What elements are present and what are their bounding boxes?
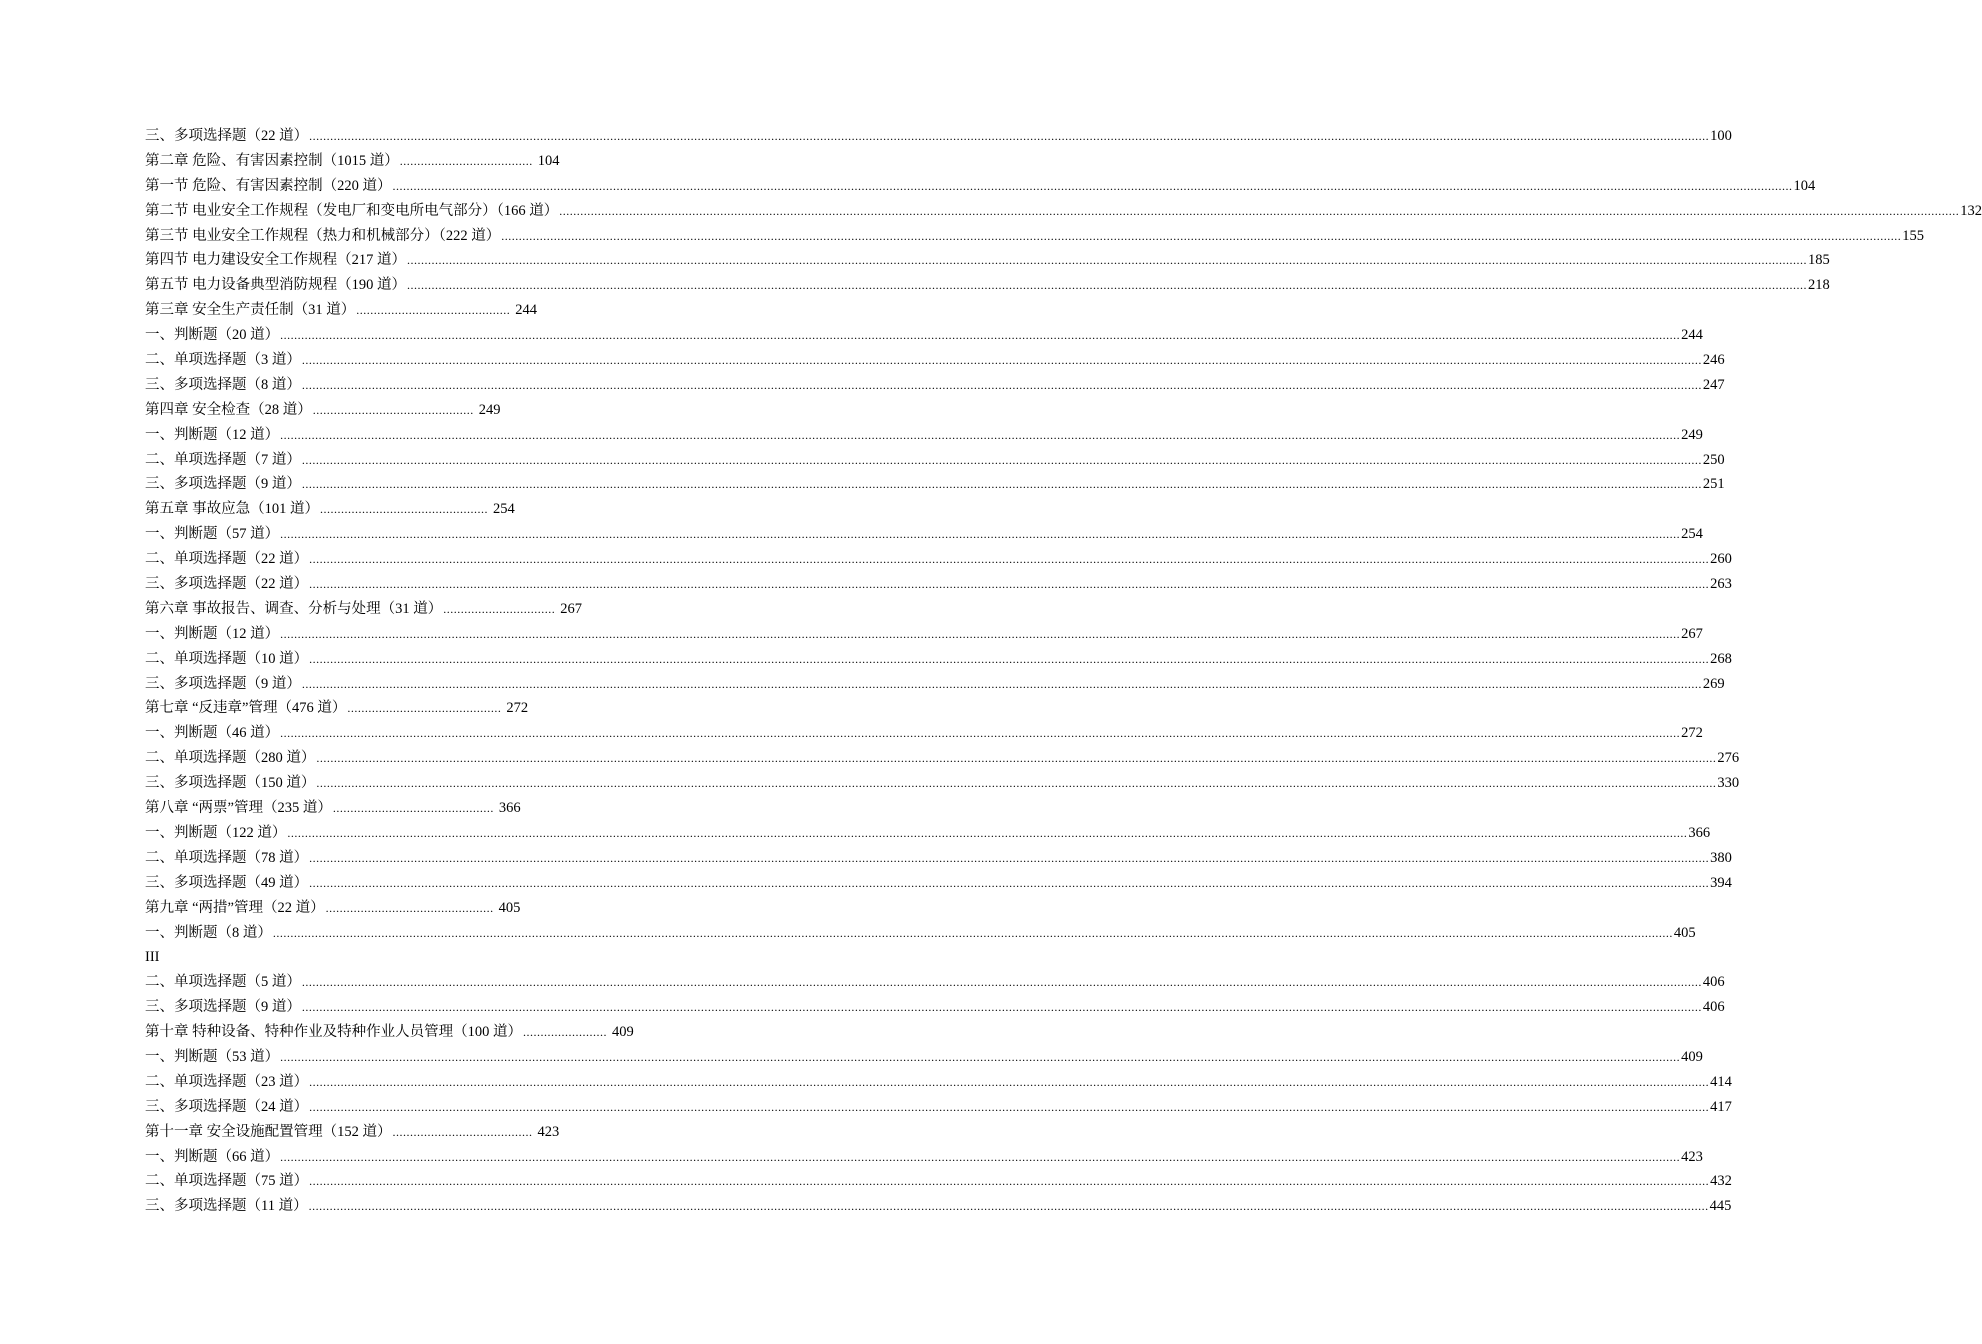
toc-entry[interactable] [145,124,1732,149]
toc-entry[interactable] [145,273,1830,298]
toc-leader-dots: ................................................................................................................................................................................................................................................................................................................................................................................................................ [407,278,1807,293]
toc-page-number: 330 [1717,775,1740,792]
toc-leader-dots: ................................................................................................................................................................................................................................................................................................................................................................................................................ [301,477,1702,492]
toc-page-number: 445 [1709,1198,1732,1215]
toc-entry-label: 第五节 电力设备典型消防规程（190 道） [145,277,406,294]
toc-leader-dots: ................................................................................................................................................................................................................................................................................................................................................................................................................ [501,228,1902,243]
toc-entry-label: 三、多项选择题（22 道） [145,576,309,593]
toc-entry[interactable] [145,348,1725,373]
toc-entry[interactable] [145,1095,1732,1120]
toc-page-number: 276 [1717,750,1740,767]
toc-entry-label: 第四节 电力建设安全工作规程（217 道） [145,252,406,269]
toc-leader-dots: ...................................... [399,153,533,168]
toc-page-number: 272 [506,700,529,717]
toc-page-number: 100 [1710,128,1732,144]
toc-page-number: 405 [498,899,521,916]
toc-entry[interactable] [145,672,1725,697]
toc-entry-label: 三、多项选择题（9 道） [145,999,301,1016]
toc-leader-dots: ................................................................................................................................................................................................................................................................................................................................................................................................................ [280,427,1681,442]
toc-chapter-entry[interactable] [145,149,790,174]
toc-page-number: 104 [537,152,560,169]
toc-page-number: 394 [1710,874,1732,891]
toc-page-number: 249 [1681,426,1703,443]
toc-entry-label: 第十章 特种设备、特种作业及特种作业人员管理（100 道） [145,1024,522,1041]
toc-leader-dots: ................................................................................................................................................................................................................................................................................................................................................................................................................ [301,377,1702,392]
toc-leader-dots: ................................................................................................................................................................................................................................................................................................................................................................................................................ [309,875,1710,890]
toc-entry-label: 二、单项选择题（10 道） [145,650,309,667]
toc-entry-label: 三、多项选择题（22 道） [145,128,309,144]
toc-entry-label: 第八章 “两票”管理（235 道） [145,800,332,817]
toc-entry-label: 第二节 电业安全工作规程（发电厂和变电所电气部分）（166 道） [145,202,559,219]
toc-entry-label: 一、判断题（53 道） [145,1048,280,1065]
table-of-contents [145,124,1982,1219]
toc-page-number: 251 [1702,476,1725,493]
toc-entry-label: 三、多项选择题（9 道） [145,675,301,692]
toc-leader-dots: ................................................................................................................................................................................................................................................................................................................................................................................................................ [309,577,1710,592]
toc-entry-label: 第三章 安全生产责任制（31 道） [145,302,356,319]
toc-entry-label: 三、多项选择题（49 道） [145,874,309,891]
toc-entry-label: 二、单项选择题（23 道） [145,1073,309,1090]
toc-entry[interactable] [145,1045,1703,1070]
toc-entry-label: 三、多项选择题（24 道） [145,1098,309,1115]
toc-entry[interactable] [145,622,1703,647]
toc-entry-label: 一、判断题（8 道） [145,924,272,941]
toc-leader-dots: ................................................................................................................................................................................................................................................................................................................................................................................................................ [287,825,1688,840]
toc-entry-label: 三、多项选择题（11 道） [145,1198,308,1215]
toc-chapter-entry[interactable] [145,298,790,323]
toc-chapter-entry[interactable] [145,1120,790,1145]
toc-page-number: 409 [1681,1048,1703,1065]
toc-page-number: 244 [515,302,537,319]
toc-leader-dots: ................................................................................................................................................................................................................................................................................................................................................................................................................ [280,726,1681,741]
toc-entry-label: 第三节 电业安全工作规程（热力和机械部分）（222 道） [145,227,501,244]
toc-leader-dots: ................................................................................................................................................................................................................................................................................................................................................................................................................ [309,1099,1710,1114]
toc-leader-dots: ................................................................................................................................................................................................................................................................................................................................................................................................................ [272,925,1673,940]
toc-leader-dots: ................................................................................................................................................................................................................................................................................................................................................................................................................ [316,751,1717,766]
toc-leader-dots: ................................................................................................................................................................................................................................................................................................................................................................................................................ [280,1149,1681,1164]
toc-page-number: 268 [1710,650,1732,667]
toc-page-number: 267 [1681,625,1703,642]
toc-leader-dots: ................................................ [325,900,494,915]
toc-entry-label: 三、多项选择题（150 道） [145,775,316,792]
toc-leader-dots: ................................................................................................................................................................................................................................................................................................................................................................................................................ [301,353,1702,368]
toc-leader-dots: ................................................................................................................................................................................................................................................................................................................................................................................................................ [280,626,1681,641]
toc-entry[interactable] [145,174,1816,199]
toc-page-number: 272 [1681,725,1703,742]
toc-leader-dots: ................................................................................................................................................................................................................................................................................................................................................................................................................ [301,452,1702,467]
toc-page-number: 246 [1702,352,1725,369]
toc-entry[interactable] [145,647,1732,672]
toc-page-number: 247 [1702,376,1725,393]
toc-entry[interactable] [145,547,1732,572]
toc-leader-dots: ................................................................................................................................................................................................................................................................................................................................................................................................................ [407,253,1807,268]
toc-entry[interactable] [145,423,1703,448]
toc-entry-label: 第七章 “反违章”管理（476 道） [145,700,347,717]
toc-page-number: 432 [1710,1173,1732,1190]
toc-entry-label: 二、单项选择题（3 道） [145,352,301,369]
toc-page-number: 406 [1702,999,1725,1016]
toc-entry[interactable] [145,821,1711,846]
toc-leader-dots: ................................................................................................................................................................................................................................................................................................................................................................................................................ [309,1074,1710,1089]
toc-entry[interactable] [145,746,1740,771]
toc-leader-dots: ........................ [523,1025,607,1040]
toc-page-number: 405 [1673,924,1696,941]
toc-page-number: 260 [1710,551,1732,568]
toc-entry[interactable] [145,871,1732,896]
toc-page-number: 104 [1793,177,1816,194]
toc-entry-label: 二、单项选择题（78 道） [145,849,309,866]
toc-page-number: 380 [1710,849,1732,866]
toc-entry[interactable] [145,199,1982,224]
toc-page-number: 155 [1902,227,1924,244]
toc-leader-dots: ................................................ [320,502,488,517]
toc-entry[interactable] [145,522,1703,547]
toc-entry-label: 一、判断题（122 道） [145,824,287,841]
toc-leader-dots: ................................................................................................................................................................................................................................................................................................................................................................................................................ [309,651,1710,666]
toc-entry-label: 二、单项选择题（22 道） [145,551,309,568]
toc-entry[interactable] [145,572,1732,597]
toc-entry-label: 二、单项选择题（5 道） [145,974,301,991]
toc-leader-dots: ................................................................................................................................................................................................................................................................................................................................................................................................................ [301,975,1702,990]
toc-leader-dots: ................................................................................................................................................................................................................................................................................................................................................................................................................ [280,1049,1681,1064]
toc-entry[interactable] [145,1145,1703,1170]
toc-leader-dots: ............................................ [347,701,502,716]
toc-chapter-entry[interactable] [145,597,790,622]
toc-entry[interactable] [145,373,1725,398]
toc-page-number: 132 [1960,202,1982,219]
toc-entry[interactable] [145,771,1740,796]
toc-entry[interactable] [145,1194,1732,1219]
toc-page-number: 244 [1681,327,1703,344]
toc-chapter-entry[interactable] [145,398,790,423]
toc-entry-label: 一、判断题（66 道） [145,1148,280,1165]
toc-entry[interactable] [145,1169,1732,1194]
toc-page-number: 366 [1688,824,1711,841]
toc-entry-label: III [145,949,160,966]
toc-page-number: 414 [1710,1073,1732,1090]
toc-entry[interactable] [145,224,1924,249]
toc-entry-label: 二、单项选择题（7 道） [145,451,301,468]
toc-leader-dots: ........................................ [392,1124,533,1139]
toc-leader-dots: .............................................. [312,402,474,417]
toc-page-number: 267 [560,600,582,617]
toc-leader-dots: ................................................................................................................................................................................................................................................................................................................................................................................................................ [392,178,1793,193]
toc-entry[interactable] [145,721,1703,746]
toc-entry-label: 第二章 危险、有害因素控制（1015 道） [145,152,399,169]
page-marker [145,945,790,970]
toc-leader-dots: ................................................................................................................................................................................................................................................................................................................................................................................................................ [309,1174,1710,1189]
toc-entry-label: 一、判断题（12 道） [145,426,280,443]
toc-page-number: 249 [478,401,501,418]
toc-page-number: 254 [493,501,515,518]
toc-entry-label: 三、多项选择题（9 道） [145,476,301,493]
toc-entry-label: 第一节 危险、有害因素控制（220 道） [145,177,392,194]
toc-leader-dots: ................................................................................................................................................................................................................................................................................................................................................................................................................ [301,1000,1702,1015]
toc-leader-dots: ................................................................................................................................................................................................................................................................................................................................................................................................................ [309,552,1710,567]
toc-entry-label: 二、单项选择题（280 道） [145,750,316,767]
toc-entry[interactable] [145,448,1725,473]
toc-leader-dots: ................................................................................................................................................................................................................................................................................................................................................................................................................ [301,676,1702,691]
toc-entry-label: 一、判断题（20 道） [145,327,280,344]
toc-page-number: 269 [1702,675,1725,692]
toc-entry[interactable] [145,846,1732,871]
toc-entry[interactable] [145,323,1703,348]
toc-entry[interactable] [145,1070,1732,1095]
toc-page-number: 366 [498,800,521,817]
toc-entry-label: 二、单项选择题（75 道） [145,1173,309,1190]
toc-leader-dots: ................................................................................................................................................................................................................................................................................................................................................................................................................ [316,776,1717,791]
toc-page-number: 185 [1808,252,1830,269]
toc-page-number: 254 [1681,526,1703,543]
toc-leader-dots: ................................................................................................................................................................................................................................................................................................................................................................................................................ [559,203,1960,218]
toc-leader-dots: ................................ [443,601,556,616]
toc-page-number: 406 [1702,974,1725,991]
toc-page-number: 423 [537,1123,560,1140]
toc-leader-dots: .............................................. [332,801,494,816]
toc-leader-dots: ................................................................................................................................................................................................................................................................................................................................................................................................................ [309,850,1710,865]
toc-leader-dots: ................................................................................................................................................................................................................................................................................................................................................................................................................ [280,527,1681,542]
toc-leader-dots: ................................................................................................................................................................................................................................................................................................................................................................................................................ [309,129,1710,143]
toc-leader-dots: ................................................................................................................................................................................................................................................................................................................................................................................................................ [280,328,1681,343]
toc-entry-label: 第五章 事故应急（101 道） [145,501,319,518]
toc-entry-label: 一、判断题（46 道） [145,725,280,742]
toc-page-number: 250 [1702,451,1725,468]
toc-entry[interactable] [145,248,1830,273]
toc-page-number: 263 [1710,576,1732,593]
toc-entry-label: 一、判断题（57 道） [145,526,280,543]
toc-leader-dots: ............................................ [356,303,511,318]
toc-chapter-entry[interactable] [145,1020,790,1045]
toc-entry[interactable] [145,921,1696,946]
toc-entry[interactable] [145,472,1725,497]
toc-page-number: 423 [1681,1148,1703,1165]
toc-chapter-entry[interactable] [145,896,790,921]
toc-entry-label: 第十一章 安全设施配置管理（152 道） [145,1123,392,1140]
toc-page-number: 409 [612,1024,634,1041]
toc-entry-label: 第九章 “两措”管理（22 道） [145,899,325,916]
toc-page-number: 218 [1808,277,1830,294]
toc-chapter-entry[interactable] [145,497,790,522]
toc-chapter-entry[interactable] [145,796,790,821]
toc-entry-label: 第六章 事故报告、调查、分析与处理（31 道） [145,600,443,617]
toc-entry[interactable] [145,970,1725,995]
toc-entry-label: 第四章 安全检查（28 道） [145,401,312,418]
toc-entry-label: 一、判断题（12 道） [145,625,280,642]
toc-leader-dots: ................................................................................................................................................................................................................................................................................................................................................................................................................ [308,1199,1709,1214]
toc-entry[interactable] [145,995,1725,1020]
toc-entry-label: 三、多项选择题（8 道） [145,376,301,393]
toc-chapter-entry[interactable] [145,696,790,721]
toc-page-number: 417 [1710,1098,1732,1115]
